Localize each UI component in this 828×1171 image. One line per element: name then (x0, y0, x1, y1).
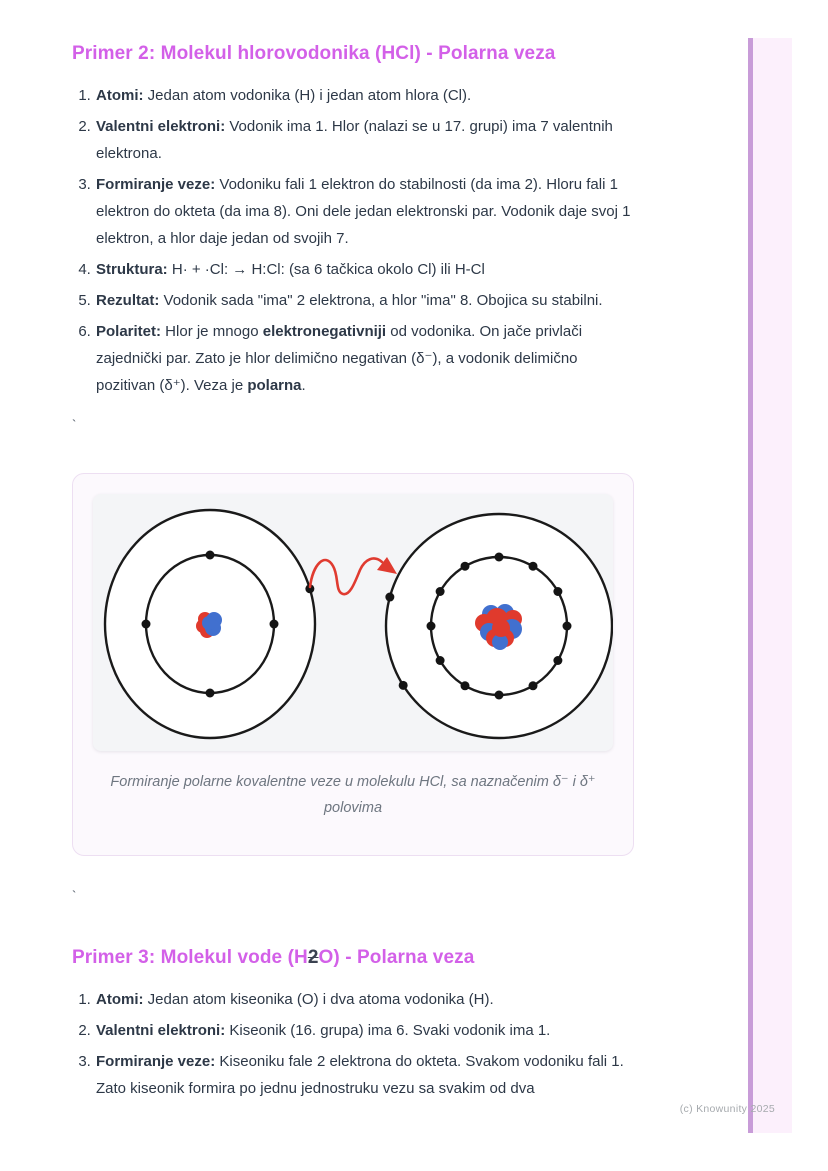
electron-dot (495, 691, 504, 700)
bold-text: Formiranje veze: (96, 1053, 216, 1070)
watermark: (c) Knowunity 2025 (679, 1103, 775, 1115)
text-run: O) - Polarna veza (318, 947, 475, 968)
text-run: Vodonik ima 1. Hlor (nalazi se u 17. grupi) ima 7 valentnih elektrona. (96, 118, 613, 162)
list-item (95, 1048, 635, 1102)
list-item (95, 82, 635, 109)
electron-dot (206, 689, 215, 698)
electron-transfer-arrow (310, 559, 382, 595)
text-run: Primer 3: Molekul vode (H (72, 947, 308, 968)
figure-caption: Formiranje polarne kovalentne veze u molekulu HCl, sa naznačenim δ⁻ i δ⁺ polovima (110, 774, 596, 816)
bold-text: polarna (247, 377, 302, 394)
stray-backtick-2: ` (72, 888, 77, 903)
text-run: Hlor je mnogo (161, 323, 263, 340)
electron-dot (270, 620, 279, 629)
primer3-list (72, 986, 635, 1102)
text-run: Kiseoniku fale 2 elektrona do okteta. Svakom vodoniku fali 1. Zato kiseonik formira po jednu jednostruku vezu sa svakim od dva (96, 1053, 624, 1097)
electron-dot (436, 656, 445, 665)
electron-dot (553, 587, 562, 596)
text-run: H· + ·Cl: → H:Cl: (sa 6 tačkica okolo Cl) ili H-Cl (167, 261, 485, 278)
primer2-list (72, 82, 635, 399)
electron-dot (142, 620, 151, 629)
chlorine-atom (385, 514, 612, 738)
electron-dot (436, 587, 445, 596)
list-item (95, 1017, 635, 1044)
atom-diagram-panel (93, 494, 613, 751)
stray-backtick-1: ` (72, 417, 77, 432)
page-edge-strip (748, 38, 792, 1133)
text-run: Kiseonik (16. grupa) ima 6. Svaki vodonik ima 1. (225, 1022, 551, 1039)
electron-dot (495, 553, 504, 562)
electron-dot (461, 562, 470, 571)
text-run: . (301, 377, 306, 394)
bold-text: Polaritet: (96, 323, 162, 340)
bold-text: Valentni elektroni: (96, 1022, 226, 1039)
text-run: od vodonika. On jače privlači zajednički par. Zato je hlor delimično negativan (δ⁻), a vodonik delimično pozitivan (δ⁺). Veza je (96, 323, 583, 394)
list-item (95, 318, 635, 399)
figure-card (72, 473, 634, 856)
text-run: Jedan atom kiseonika (O) i dva atoma vodonika (H). (143, 991, 494, 1008)
text-run: Jedan atom vodonika (H) i jedan atom hlora (Cl). (143, 87, 472, 104)
bold-text: Rezultat: (96, 292, 160, 309)
list-item (95, 287, 635, 314)
bold-text: Struktura: (96, 261, 168, 278)
primer3-heading (72, 946, 634, 970)
electron-dot (563, 622, 572, 631)
bohr-diagram-svg (93, 494, 613, 751)
text-run: Vodoniku fali 1 elektron do stabilnosti (da ima 2). Hloru fali 1 elektron do okteta (da ima 8). Oni dele jedan elektronski par. Vodonik daje svoj 1 elektron, a hlor daje jedan od svojih 7. (96, 176, 631, 247)
electron-dot (385, 593, 394, 602)
list-item (95, 986, 635, 1013)
bold-text: elektronegativniji (262, 323, 387, 340)
bold-text: Formiranje veze: (96, 176, 216, 193)
primer2-heading: Primer 2: Molekul hlorovodonika (HCl) - Polarna veza (72, 43, 556, 64)
text-run: Vodonik sada "ima" 2 elektrona, a hlor "ima" 8. Obojica su stabilni. (159, 292, 603, 309)
electron-dot (461, 681, 470, 690)
list-item (95, 256, 635, 283)
proton-particle (492, 619, 510, 637)
neutron-particle (202, 616, 216, 630)
electron-dot (529, 681, 538, 690)
electron-dot (206, 551, 215, 560)
electron-dot (553, 656, 562, 665)
struck-text: 2 (307, 947, 319, 968)
bold-text: Atomi: (96, 991, 144, 1008)
bold-text: Atomi: (96, 87, 144, 104)
list-item (95, 171, 635, 252)
electron-dot (399, 681, 408, 690)
electron-dot (529, 562, 538, 571)
document-content (72, 0, 634, 1106)
electron-dot (427, 622, 436, 631)
list-item (95, 113, 635, 167)
hydrogen-atom (105, 510, 315, 738)
bold-text: Valentni elektroni: (96, 118, 226, 135)
